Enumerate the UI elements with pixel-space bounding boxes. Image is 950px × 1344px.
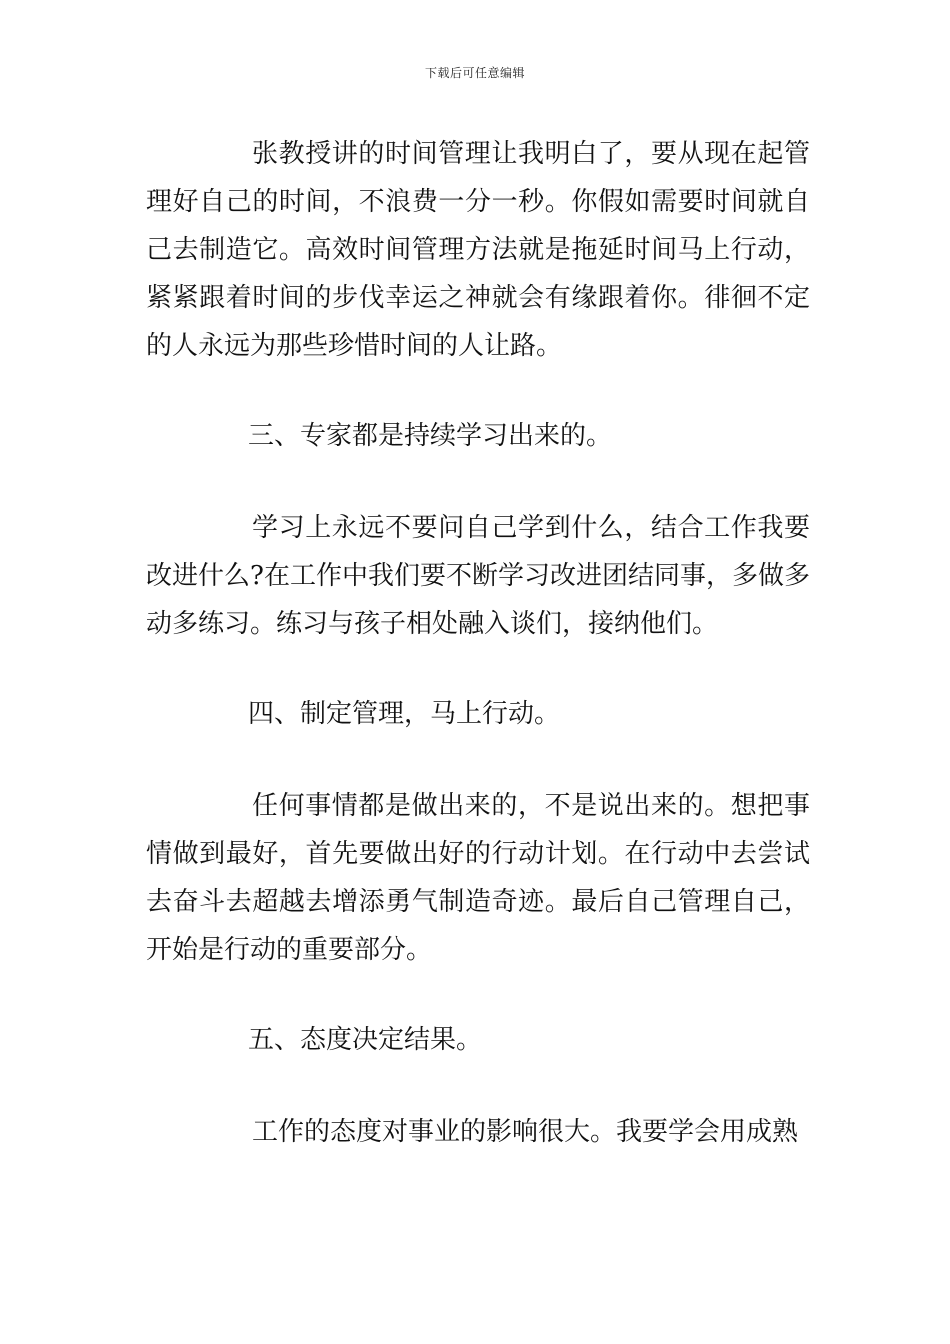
paragraph-attitude: 工作的态度对事业的影响很大。我要学会用成熟 [252,1117,799,1147]
paragraph-action: 任何事情都是做出来的，不是说出来的。想把事情做到最好，首先要做出好的行动计划。在行动中去尝试去奋斗去超越去增添勇气制造奇迹。最后自己管理自己，开始是行动的重要部分。 [146,791,810,965]
heading-section-5: 五、态度决定结果。 [248,1025,483,1055]
page-header: 下载后可任意编辑 [424,66,525,80]
paragraph-learning: 学习上永远不要问自己学到什么，结合工作我要改进什么?在工作中我们要不断学习改进团结同事，多做多动多练习。练习与孩子相处融入谈们，接纳他们。 [146,513,810,639]
document-body [146,130,810,1156]
heading-section-4: 四、制定管理，马上行动。 [248,699,561,729]
heading-section-3: 三、专家都是持续学习出来的。 [248,421,613,451]
paragraph-time-management: 张教授讲的时间管理让我明白了，要从现在起管理好自己的时间，不浪费一分一秒。你假如需要时间就自己去制造它。高效时间管理方法就是拖延时间马上行动，紧紧跟着时间的步伐幸运之神就会有缘跟着你。徘徊不定的人永远为那些珍惜时间的人让路。 [146,139,810,361]
